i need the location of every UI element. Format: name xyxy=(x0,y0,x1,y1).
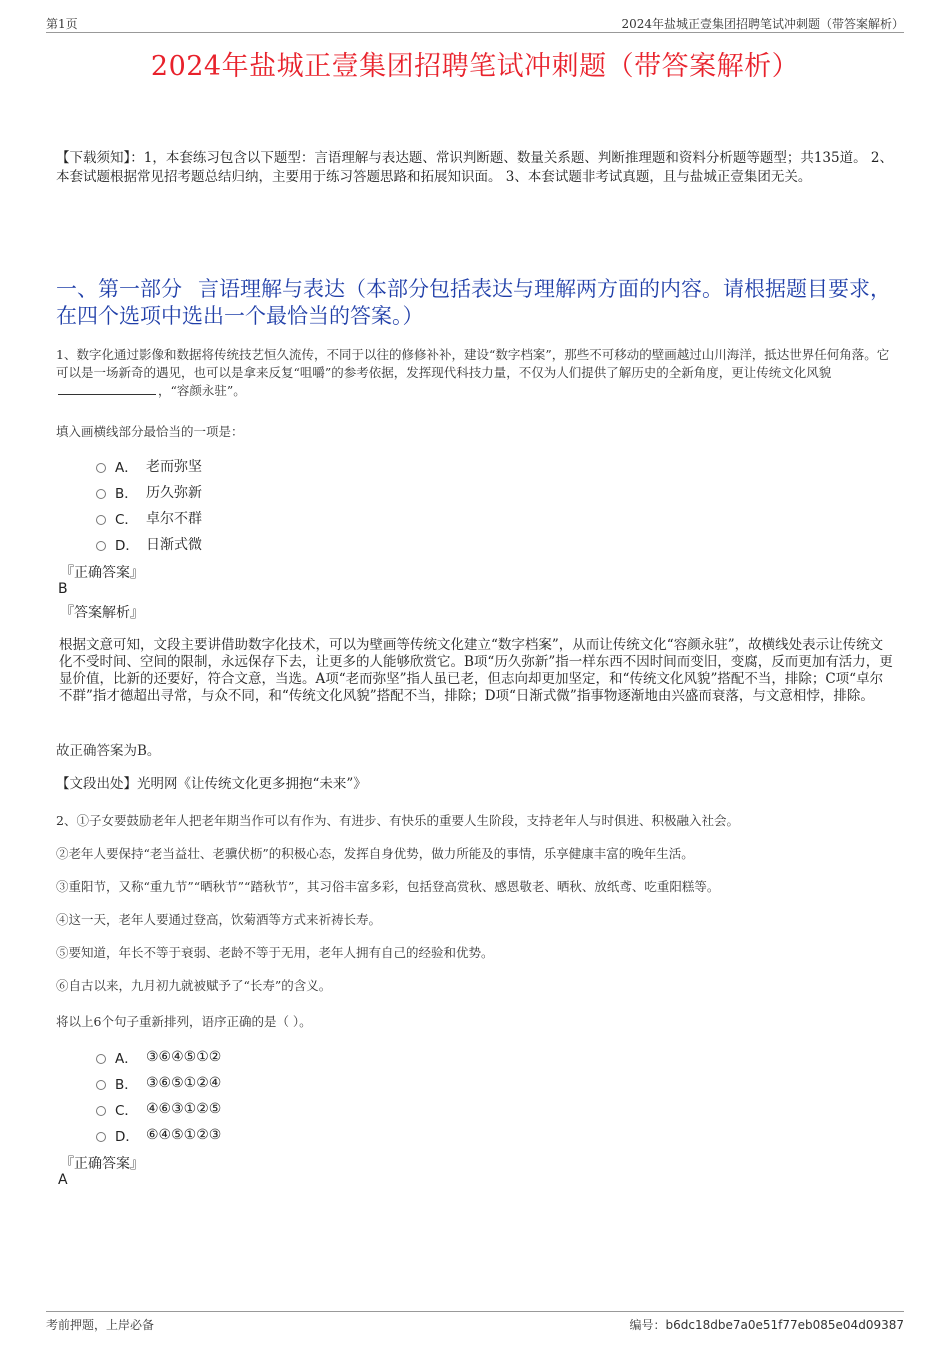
correct-answer: B xyxy=(58,581,68,597)
correct-answer-label: 『正确答案』 xyxy=(60,1156,144,1172)
option-c[interactable]: C． ④⑥③①②⑤ xyxy=(96,1096,221,1122)
q2-sentence-2: ②老年人要保持“老当益壮、老骥伏枥”的积极心态，发挥自身优势，做力所能及的事情，乐享健康丰富的晚年生活。 xyxy=(56,846,694,861)
q2-sentence-1: 2、①子女要鼓励老年人把老年期当作可以有作为、有进步、有快乐的重要人生阶段，支持老年人与时俱进、积极融入社会。 xyxy=(56,813,739,828)
answer-conclusion: 故正确答案为B。 xyxy=(56,743,161,759)
question-2-prompt: 将以上6个句子重新排列，语序正确的是（ ）。 xyxy=(56,1014,312,1029)
option-d[interactable]: D． 日渐式微 xyxy=(96,531,202,557)
q2-sentence-4: ④这一天，老年人要通过登高，饮菊酒等方式来祈祷长寿。 xyxy=(56,912,382,927)
fill-blank xyxy=(58,382,156,395)
section-text: 言语理解与表达（本部分包括表达与理解两方面的内容。请根据题目要求，在四个选项中选出一个最恰当的答案。） xyxy=(56,277,891,328)
option-a[interactable]: A． ③⑥④⑤①② xyxy=(96,1044,221,1070)
document-title: 2024年盐城正壹集团招聘笔试冲刺题（带答案解析） xyxy=(150,51,800,82)
page-header xyxy=(46,14,904,33)
option-d[interactable]: D． ⑥④⑤①②③ xyxy=(96,1122,221,1148)
option-a[interactable]: A． 老而弥坚 xyxy=(96,453,202,479)
radio-icon[interactable] xyxy=(96,515,106,525)
radio-icon[interactable] xyxy=(96,1054,106,1064)
footer-slogan: 考前押题，上岸必备 xyxy=(46,1318,155,1332)
radio-icon[interactable] xyxy=(96,541,106,551)
page-footer xyxy=(46,1311,904,1334)
radio-icon[interactable] xyxy=(96,1080,106,1090)
section-heading xyxy=(56,276,894,330)
download-notice: 【下载须知】：1，本套练习包含以下题型：言语理解与表达题、常识判断题、数量关系题、判断推理题和资料分析题等题型；共135道。 2、本套试题根据常见招考题总结归纳，主要用于练习答题思路和拓展知识面。 3、本套试题非考试真题，且与盐城正壹集团无关。 xyxy=(56,150,893,185)
correct-answer: A xyxy=(58,1172,68,1188)
radio-icon[interactable] xyxy=(96,463,106,473)
q2-sentence-6: ⑥自古以来，九月初九就被赋予了“长寿”的含义。 xyxy=(56,978,332,993)
question-1-stem: 1、数字化通过影像和数据将传统技艺恒久流传，不同于以往的修修补补，建设“数字档案”，那些不可移动的壁画越过山川海洋，抵达世界任何角落。它可以是一场新奇的遇见，也可以是拿来反复“咀嚼”的参考依据，发挥现代科技力量，不仅为人们提供了解历史的全新角度，更让传统文化风貌，“容颜永驻”。 xyxy=(56,347,890,398)
header-doc-title: 2024年盐城正壹集团招聘笔试冲刺题（带答案解析） xyxy=(621,17,904,31)
question-1-options xyxy=(96,453,202,557)
radio-icon[interactable] xyxy=(96,1106,106,1116)
q2-sentence-5: ⑤要知道，年长不等于衰弱、老龄不等于无用，老年人拥有自己的经验和优势。 xyxy=(56,945,494,960)
correct-answer-label: 『正确答案』 xyxy=(60,565,144,581)
document-code: 编号：b6dc18dbe7a0e51f77eb085e04d09387 xyxy=(629,1318,904,1332)
radio-icon[interactable] xyxy=(96,1132,106,1142)
analysis-label: 『答案解析』 xyxy=(60,605,144,621)
option-b[interactable]: B． ③⑥⑤①②④ xyxy=(96,1070,221,1096)
radio-icon[interactable] xyxy=(96,489,106,499)
option-b[interactable]: B． 历久弥新 xyxy=(96,479,202,505)
passage-source: 【文段出处】光明网《让传统文化更多拥抱“未来”》 xyxy=(56,776,367,792)
q2-sentence-3: ③重阳节，又称“重九节”“晒秋节”“踏秋节”，其习俗丰富多彩，包括登高赏秋、感恩敬老、晒秋、放纸鸢、吃重阳糕等。 xyxy=(56,879,720,894)
option-c[interactable]: C． 卓尔不群 xyxy=(96,505,202,531)
page-number: 第1页 xyxy=(46,17,78,31)
question-1-prompt: 填入画横线部分最恰当的一项是： xyxy=(56,424,244,439)
answer-analysis: 根据文意可知，文段主要讲借助数字化技术，可以为壁画等传统文化建立“数字档案”，从而让传统文化“容颜永驻”，故横线处表示让传统文化不受时间、空间的限制，永远保存下去，让更多的人能够欣赏它。B项“历久弥新”指一样东西不因时间而变旧，变腐，反而更加有活力，更显价值，比新的还要好，符合文意，当选。A项“老而弥坚”指人虽已老，但志向却更加坚定，和“传统文化风貌”搭配不当，排除；C项“卓尔不群”指才德超出寻常，与众不同，和“传统文化风貌”搭配不当，排除；D项“日渐式微”指事物逐渐地由兴盛而衰落，与文意相悖，排除。 xyxy=(59,637,893,704)
question-2-options xyxy=(96,1044,221,1148)
section-prefix: 一、第一部分 xyxy=(56,277,182,301)
